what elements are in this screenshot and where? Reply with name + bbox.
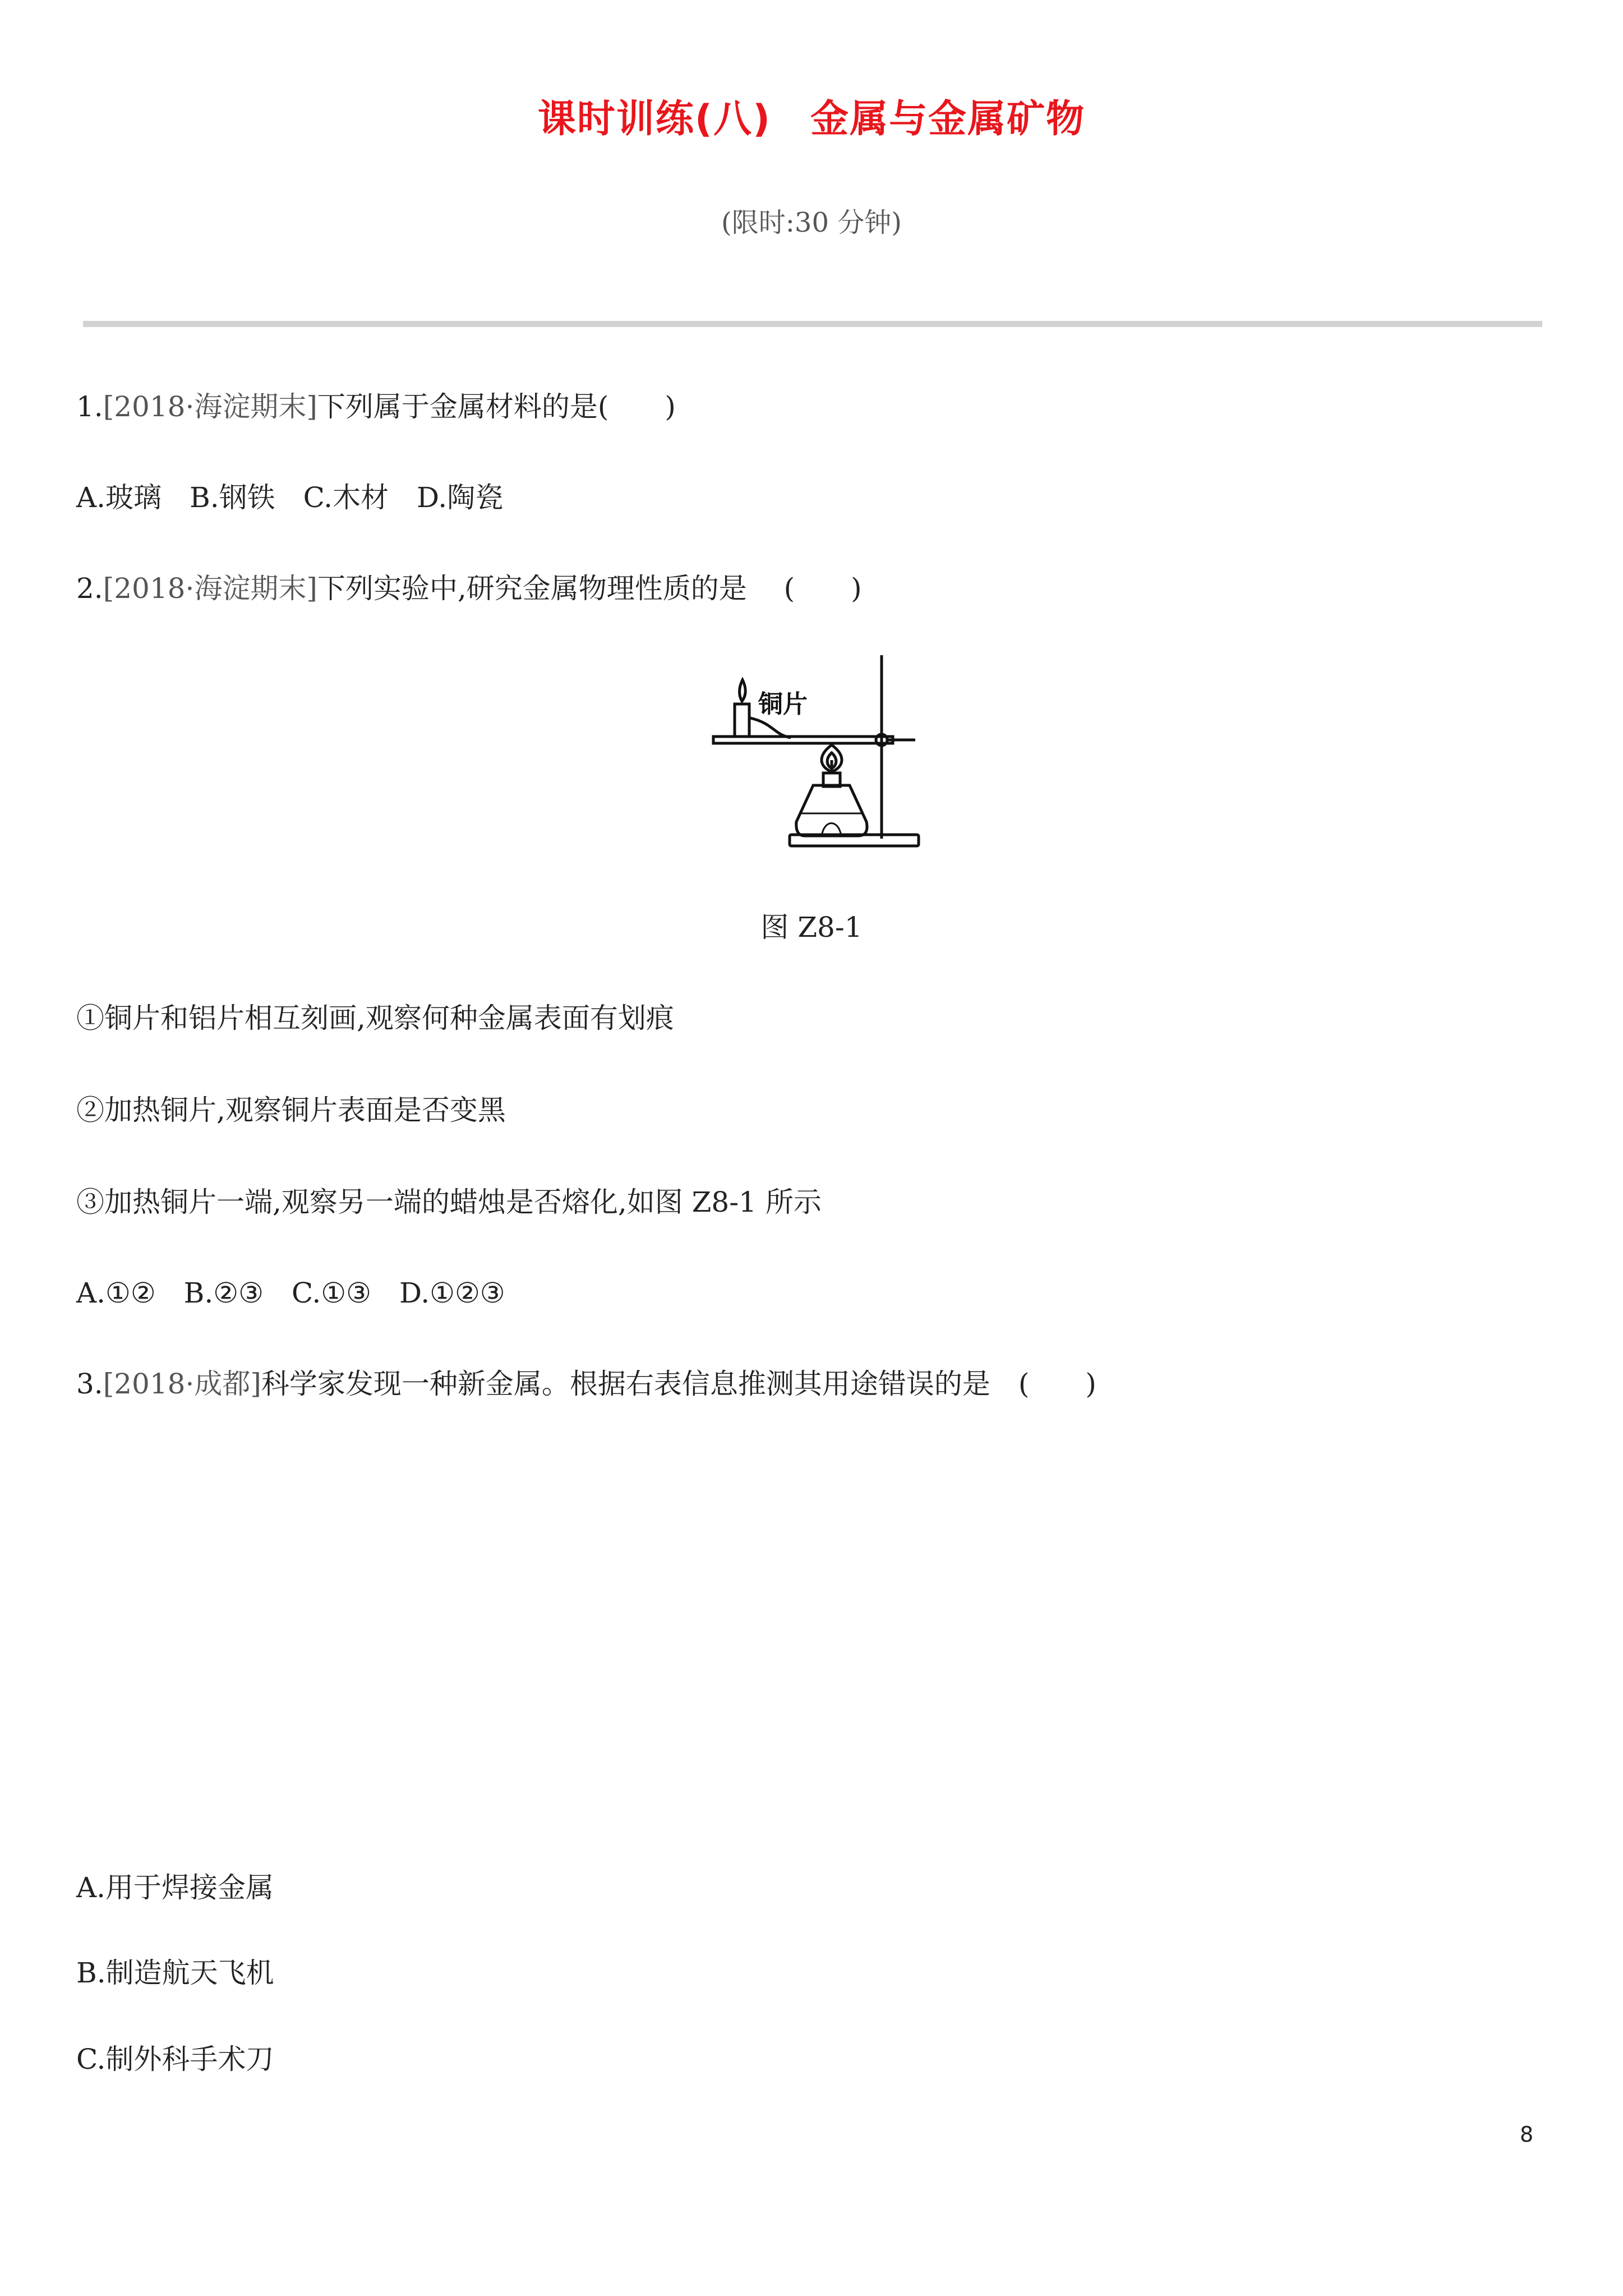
question-1 <box>76 387 676 426</box>
time-limit: (限时:30 分钟) <box>721 207 902 238</box>
question-stem: 下列属于金属材料的是( ) <box>317 390 676 423</box>
option-b: B.制造航天飞机 <box>76 1957 274 1989</box>
question-source: [2018·成都] <box>103 1368 261 1400</box>
question-2-options: A.①② B.②③ C.①③ D.①②③ <box>76 1277 505 1309</box>
question-number: 2. <box>76 572 103 605</box>
question-3 <box>76 1364 1096 1404</box>
question-2 <box>76 569 862 608</box>
option-c: C.制外科手术刀 <box>76 2043 274 2076</box>
question-source: [2018·海淀期末] <box>103 390 317 423</box>
list-item: ③加热铜片一端,观察另一端的蜡烛是否熔化,如图 Z8-1 所示 <box>76 1186 822 1218</box>
page-number: 8 <box>1520 2122 1534 2147</box>
question-stem: 下列实验中,研究金属物理性质的是 ( ) <box>317 572 862 605</box>
page-title: 课时训练(八) 金属与金属矿物 <box>537 97 1086 141</box>
question-source: [2018·海淀期末] <box>103 572 317 605</box>
alcohol-lamp <box>796 785 867 836</box>
question-number: 1. <box>76 390 103 423</box>
option-a: A.用于焊接金属 <box>76 1871 274 1904</box>
experiment-figure <box>707 645 931 858</box>
list-item: ①铜片和铝片相互刻画,观察何种金属表面有划痕 <box>76 1002 674 1034</box>
question-number: 3. <box>76 1368 103 1400</box>
question-stem: 科学家发现一种新金属。根据右表信息推测其用途错误的是 ( ) <box>261 1368 1096 1400</box>
list-item: ②加热铜片,观察铜片表面是否变黑 <box>76 1094 506 1126</box>
header-divider <box>83 321 1542 327</box>
figure-caption: 图 Z8-1 <box>760 911 863 944</box>
candle-flame <box>740 680 746 701</box>
figure-label: 铜片 <box>758 690 808 719</box>
question-1-options: A.玻璃 B.钢铁 C.木材 D.陶瓷 <box>76 481 504 514</box>
candle <box>735 704 749 737</box>
